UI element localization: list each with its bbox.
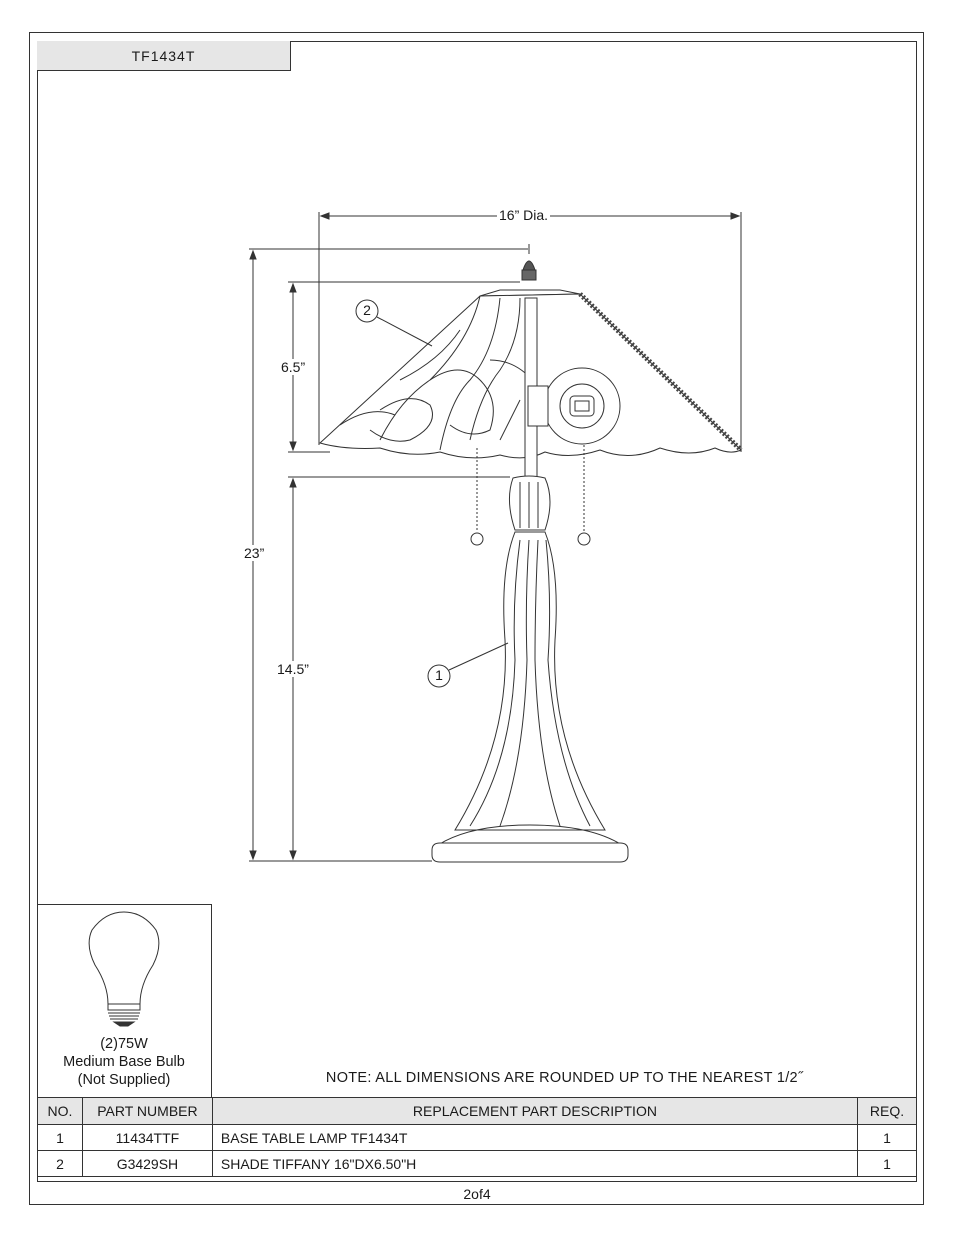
finial (480, 244, 580, 298)
bulb-note: (Not Supplied) (77, 1072, 171, 1088)
page-number: 2of4 (463, 1186, 491, 1202)
base-callout-leader (449, 643, 508, 670)
parts-table (37, 1097, 917, 1177)
base-height-label: 14.5” (277, 661, 309, 677)
table-row (38, 1125, 917, 1151)
row-no: 1 (38, 1125, 83, 1151)
total-height-label: 23” (244, 545, 265, 561)
row-description: BASE TABLE LAMP TF1434T (212, 1125, 857, 1151)
diameter-label: 16” Dia. (499, 207, 549, 223)
bulb-text (37, 1035, 211, 1089)
bulb-wattage: (2)75W (100, 1036, 148, 1052)
row-description: SHADE TIFFANY 16"DX6.50"H (212, 1151, 857, 1177)
header-part-number: PART NUMBER (82, 1098, 212, 1125)
row-part-number: G3429SH (82, 1151, 212, 1177)
model-number-tab: TF1434T (37, 41, 291, 71)
shade-callout-number: 2 (363, 302, 371, 318)
shade-callout-leader (377, 317, 432, 346)
base-callout-number: 1 (435, 667, 443, 683)
row-req: 1 (857, 1125, 916, 1151)
table-row (38, 1151, 917, 1177)
bulb-type: Medium Base Bulb (63, 1054, 185, 1070)
shade-height-label: 6.5” (281, 359, 306, 375)
header-req: REQ. (857, 1098, 916, 1125)
row-no: 2 (38, 1151, 83, 1177)
row-part-number: 11434TTF (82, 1125, 212, 1151)
table-header-row (38, 1098, 917, 1125)
header-no: NO. (38, 1098, 83, 1125)
row-req: 1 (857, 1151, 916, 1177)
header-description: REPLACEMENT PART DESCRIPTION (212, 1098, 857, 1125)
bulb-info-box (37, 904, 212, 1098)
dimensions-note: NOTE: ALL DIMENSIONS ARE ROUNDED UP TO THE NEAREST 1/2˝ (325, 1070, 804, 1086)
lamp-base (432, 476, 628, 862)
